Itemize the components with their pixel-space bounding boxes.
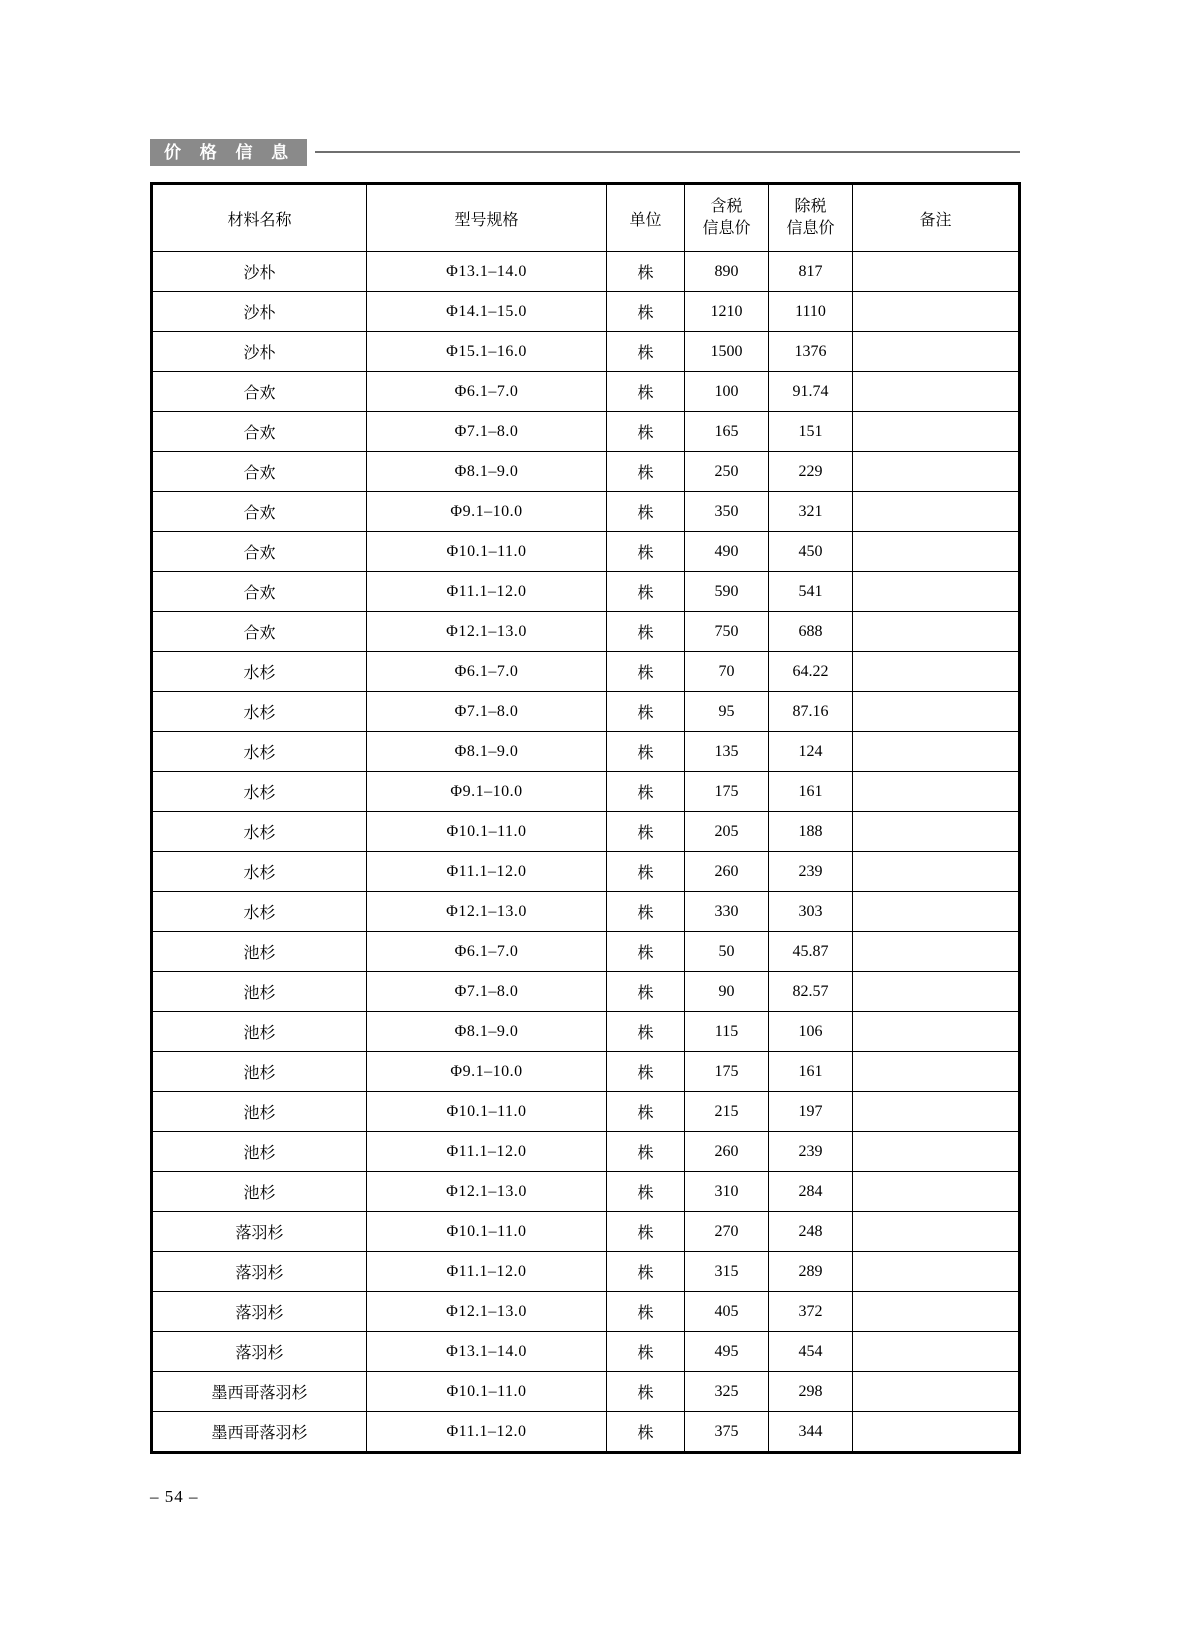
cell-tax-price: 95	[685, 692, 769, 732]
table-row	[152, 692, 1020, 732]
column-header-notax-line1: 除税	[794, 198, 827, 216]
cell-notax-price: 454	[769, 1332, 853, 1372]
cell-notax-price: 124	[769, 732, 853, 772]
cell-notax-price: 64.22	[769, 652, 853, 692]
table-row	[152, 612, 1020, 652]
cell-spec: Φ6.1–7.0	[367, 932, 607, 972]
cell-tax-price: 260	[685, 852, 769, 892]
cell-tax-price: 90	[685, 972, 769, 1012]
table-row	[152, 1332, 1020, 1372]
cell-notax-price: 688	[769, 612, 853, 652]
cell-spec: Φ9.1–10.0	[367, 1052, 607, 1092]
cell-tax-price: 325	[685, 1372, 769, 1412]
cell-material-name: 落羽杉	[152, 1252, 367, 1292]
cell-remark	[853, 1172, 1020, 1212]
table-row	[152, 1132, 1020, 1172]
cell-unit: 株	[607, 692, 685, 732]
table-row	[152, 1412, 1020, 1453]
column-header-remark: 备注	[853, 184, 1020, 252]
cell-remark	[853, 692, 1020, 732]
cell-notax-price: 229	[769, 452, 853, 492]
cell-remark	[853, 1012, 1020, 1052]
cell-remark	[853, 292, 1020, 332]
cell-unit: 株	[607, 1052, 685, 1092]
cell-spec: Φ7.1–8.0	[367, 412, 607, 452]
cell-tax-price: 165	[685, 412, 769, 452]
cell-unit: 株	[607, 812, 685, 852]
cell-spec: Φ11.1–12.0	[367, 852, 607, 892]
cell-remark	[853, 1092, 1020, 1132]
cell-notax-price: 87.16	[769, 692, 853, 732]
table-row	[152, 452, 1020, 492]
cell-material-name: 池杉	[152, 932, 367, 972]
cell-remark	[853, 532, 1020, 572]
cell-material-name: 落羽杉	[152, 1292, 367, 1332]
cell-spec: Φ12.1–13.0	[367, 1172, 607, 1212]
cell-unit: 株	[607, 1252, 685, 1292]
cell-material-name: 池杉	[152, 1052, 367, 1092]
cell-remark	[853, 1412, 1020, 1453]
cell-material-name: 墨西哥落羽杉	[152, 1412, 367, 1453]
cell-unit: 株	[607, 732, 685, 772]
cell-tax-price: 270	[685, 1212, 769, 1252]
column-header-unit: 单位	[607, 184, 685, 252]
cell-remark	[853, 452, 1020, 492]
cell-notax-price: 1110	[769, 292, 853, 332]
cell-tax-price: 1210	[685, 292, 769, 332]
cell-unit: 株	[607, 1212, 685, 1252]
cell-tax-price: 890	[685, 252, 769, 292]
cell-unit: 株	[607, 772, 685, 812]
cell-notax-price: 151	[769, 412, 853, 452]
cell-spec: Φ8.1–9.0	[367, 452, 607, 492]
cell-tax-price: 315	[685, 1252, 769, 1292]
cell-remark	[853, 932, 1020, 972]
cell-spec: Φ10.1–11.0	[367, 532, 607, 572]
cell-tax-price: 330	[685, 892, 769, 932]
cell-spec: Φ8.1–9.0	[367, 1012, 607, 1052]
table-row	[152, 1372, 1020, 1412]
cell-tax-price: 135	[685, 732, 769, 772]
cell-spec: Φ8.1–9.0	[367, 732, 607, 772]
cell-notax-price: 541	[769, 572, 853, 612]
cell-notax-price: 372	[769, 1292, 853, 1332]
table-row	[152, 732, 1020, 772]
cell-unit: 株	[607, 532, 685, 572]
cell-remark	[853, 972, 1020, 1012]
header-divider	[315, 151, 1020, 153]
cell-material-name: 池杉	[152, 972, 367, 1012]
cell-notax-price: 298	[769, 1372, 853, 1412]
cell-tax-price: 100	[685, 372, 769, 412]
cell-notax-price: 91.74	[769, 372, 853, 412]
cell-remark	[853, 772, 1020, 812]
table-row	[152, 332, 1020, 372]
cell-remark	[853, 892, 1020, 932]
cell-remark	[853, 652, 1020, 692]
cell-notax-price: 106	[769, 1012, 853, 1052]
cell-material-name: 合欢	[152, 452, 367, 492]
cell-remark	[853, 372, 1020, 412]
cell-unit: 株	[607, 932, 685, 972]
cell-spec: Φ10.1–11.0	[367, 812, 607, 852]
cell-tax-price: 490	[685, 532, 769, 572]
cell-material-name: 合欢	[152, 492, 367, 532]
column-header-spec: 型号规格	[367, 184, 607, 252]
cell-unit: 株	[607, 372, 685, 412]
table-row	[152, 532, 1020, 572]
cell-material-name: 落羽杉	[152, 1212, 367, 1252]
cell-notax-price: 45.87	[769, 932, 853, 972]
table-row	[152, 412, 1020, 452]
cell-spec: Φ9.1–10.0	[367, 772, 607, 812]
table-row	[152, 572, 1020, 612]
cell-unit: 株	[607, 1172, 685, 1212]
table-row	[152, 1092, 1020, 1132]
cell-unit: 株	[607, 332, 685, 372]
table-row	[152, 292, 1020, 332]
cell-spec: Φ10.1–11.0	[367, 1212, 607, 1252]
cell-unit: 株	[607, 1292, 685, 1332]
cell-material-name: 水杉	[152, 692, 367, 732]
cell-unit: 株	[607, 892, 685, 932]
cell-notax-price: 161	[769, 1052, 853, 1092]
cell-remark	[853, 412, 1020, 452]
cell-unit: 株	[607, 1372, 685, 1412]
cell-tax-price: 175	[685, 772, 769, 812]
cell-unit: 株	[607, 252, 685, 292]
cell-spec: Φ12.1–13.0	[367, 892, 607, 932]
cell-notax-price: 161	[769, 772, 853, 812]
cell-tax-price: 215	[685, 1092, 769, 1132]
cell-remark	[853, 852, 1020, 892]
cell-material-name: 水杉	[152, 772, 367, 812]
cell-spec: Φ6.1–7.0	[367, 372, 607, 412]
table-row	[152, 1252, 1020, 1292]
cell-tax-price: 350	[685, 492, 769, 532]
column-header-notax-line2: 信息价	[786, 220, 835, 237]
cell-remark	[853, 812, 1020, 852]
cell-material-name: 落羽杉	[152, 1332, 367, 1372]
cell-remark	[853, 572, 1020, 612]
cell-material-name: 沙朴	[152, 252, 367, 292]
cell-material-name: 墨西哥落羽杉	[152, 1372, 367, 1412]
cell-material-name: 合欢	[152, 372, 367, 412]
page-number: – 54 –	[150, 1487, 199, 1506]
cell-material-name: 合欢	[152, 612, 367, 652]
cell-remark	[853, 252, 1020, 292]
cell-remark	[853, 1252, 1020, 1292]
table-row	[152, 1292, 1020, 1332]
cell-spec: Φ6.1–7.0	[367, 652, 607, 692]
table-row	[152, 812, 1020, 852]
cell-material-name: 沙朴	[152, 332, 367, 372]
cell-tax-price: 205	[685, 812, 769, 852]
cell-material-name: 池杉	[152, 1012, 367, 1052]
table-body	[152, 252, 1020, 1453]
cell-spec: Φ9.1–10.0	[367, 492, 607, 532]
cell-tax-price: 590	[685, 572, 769, 612]
column-header-tax-line2: 信息价	[702, 220, 751, 237]
cell-material-name: 水杉	[152, 652, 367, 692]
table-row	[152, 1012, 1020, 1052]
cell-notax-price: 450	[769, 532, 853, 572]
table-row	[152, 772, 1020, 812]
cell-material-name: 合欢	[152, 532, 367, 572]
table-row	[152, 892, 1020, 932]
cell-unit: 株	[607, 1412, 685, 1453]
cell-notax-price: 239	[769, 852, 853, 892]
cell-remark	[853, 1212, 1020, 1252]
cell-remark	[853, 612, 1020, 652]
column-header-name: 材料名称	[152, 184, 367, 252]
table-row	[152, 1052, 1020, 1092]
table-row	[152, 852, 1020, 892]
cell-tax-price: 405	[685, 1292, 769, 1332]
cell-unit: 株	[607, 1012, 685, 1052]
cell-spec: Φ11.1–12.0	[367, 572, 607, 612]
cell-remark	[853, 332, 1020, 372]
cell-unit: 株	[607, 572, 685, 612]
table-row	[152, 372, 1020, 412]
cell-material-name: 水杉	[152, 732, 367, 772]
table-header-row	[152, 184, 1020, 252]
cell-unit: 株	[607, 492, 685, 532]
cell-tax-price: 750	[685, 612, 769, 652]
cell-unit: 株	[607, 452, 685, 492]
cell-tax-price: 310	[685, 1172, 769, 1212]
cell-spec: Φ14.1–15.0	[367, 292, 607, 332]
cell-unit: 株	[607, 612, 685, 652]
cell-tax-price: 175	[685, 1052, 769, 1092]
cell-tax-price: 70	[685, 652, 769, 692]
cell-notax-price: 344	[769, 1412, 853, 1453]
cell-notax-price: 1376	[769, 332, 853, 372]
cell-spec: Φ11.1–12.0	[367, 1252, 607, 1292]
cell-notax-price: 284	[769, 1172, 853, 1212]
cell-tax-price: 250	[685, 452, 769, 492]
cell-tax-price: 50	[685, 932, 769, 972]
cell-spec: Φ15.1–16.0	[367, 332, 607, 372]
cell-material-name: 池杉	[152, 1132, 367, 1172]
cell-spec: Φ10.1–11.0	[367, 1092, 607, 1132]
cell-remark	[853, 492, 1020, 532]
table-row	[152, 492, 1020, 532]
cell-remark	[853, 732, 1020, 772]
column-header-notax-price	[769, 184, 853, 252]
table-row	[152, 972, 1020, 1012]
cell-notax-price: 197	[769, 1092, 853, 1132]
cell-spec: Φ11.1–12.0	[367, 1132, 607, 1172]
cell-notax-price: 817	[769, 252, 853, 292]
cell-remark	[853, 1132, 1020, 1172]
cell-tax-price: 115	[685, 1012, 769, 1052]
cell-notax-price: 303	[769, 892, 853, 932]
cell-spec: Φ12.1–13.0	[367, 1292, 607, 1332]
cell-unit: 株	[607, 412, 685, 452]
cell-material-name: 沙朴	[152, 292, 367, 332]
cell-material-name: 合欢	[152, 572, 367, 612]
cell-tax-price: 375	[685, 1412, 769, 1453]
cell-notax-price: 239	[769, 1132, 853, 1172]
page-title: 价 格 信 息	[150, 139, 307, 166]
cell-material-name: 池杉	[152, 1172, 367, 1212]
column-header-tax-line1: 含税	[710, 198, 743, 216]
price-table-container	[150, 182, 1018, 1454]
cell-spec: Φ7.1–8.0	[367, 972, 607, 1012]
cell-tax-price: 1500	[685, 332, 769, 372]
section-header	[150, 137, 1020, 167]
cell-remark	[853, 1332, 1020, 1372]
cell-notax-price: 248	[769, 1212, 853, 1252]
table-row	[152, 252, 1020, 292]
cell-spec: Φ13.1–14.0	[367, 1332, 607, 1372]
cell-notax-price: 82.57	[769, 972, 853, 1012]
cell-spec: Φ10.1–11.0	[367, 1372, 607, 1412]
cell-notax-price: 289	[769, 1252, 853, 1292]
cell-remark	[853, 1292, 1020, 1332]
cell-remark	[853, 1052, 1020, 1092]
cell-unit: 株	[607, 292, 685, 332]
cell-unit: 株	[607, 1332, 685, 1372]
cell-unit: 株	[607, 852, 685, 892]
cell-unit: 株	[607, 1092, 685, 1132]
cell-spec: Φ13.1–14.0	[367, 252, 607, 292]
cell-unit: 株	[607, 652, 685, 692]
cell-material-name: 水杉	[152, 852, 367, 892]
table-row	[152, 1172, 1020, 1212]
cell-unit: 株	[607, 972, 685, 1012]
cell-spec: Φ11.1–12.0	[367, 1412, 607, 1453]
cell-material-name: 池杉	[152, 1092, 367, 1132]
cell-material-name: 合欢	[152, 412, 367, 452]
cell-material-name: 水杉	[152, 812, 367, 852]
table-row	[152, 932, 1020, 972]
cell-notax-price: 321	[769, 492, 853, 532]
table-row	[152, 652, 1020, 692]
cell-tax-price: 495	[685, 1332, 769, 1372]
cell-unit: 株	[607, 1132, 685, 1172]
cell-spec: Φ12.1–13.0	[367, 612, 607, 652]
cell-remark	[853, 1372, 1020, 1412]
column-header-tax-price	[685, 184, 769, 252]
cell-spec: Φ7.1–8.0	[367, 692, 607, 732]
cell-tax-price: 260	[685, 1132, 769, 1172]
cell-material-name: 水杉	[152, 892, 367, 932]
table-row	[152, 1212, 1020, 1252]
cell-notax-price: 188	[769, 812, 853, 852]
price-table	[150, 182, 1021, 1454]
